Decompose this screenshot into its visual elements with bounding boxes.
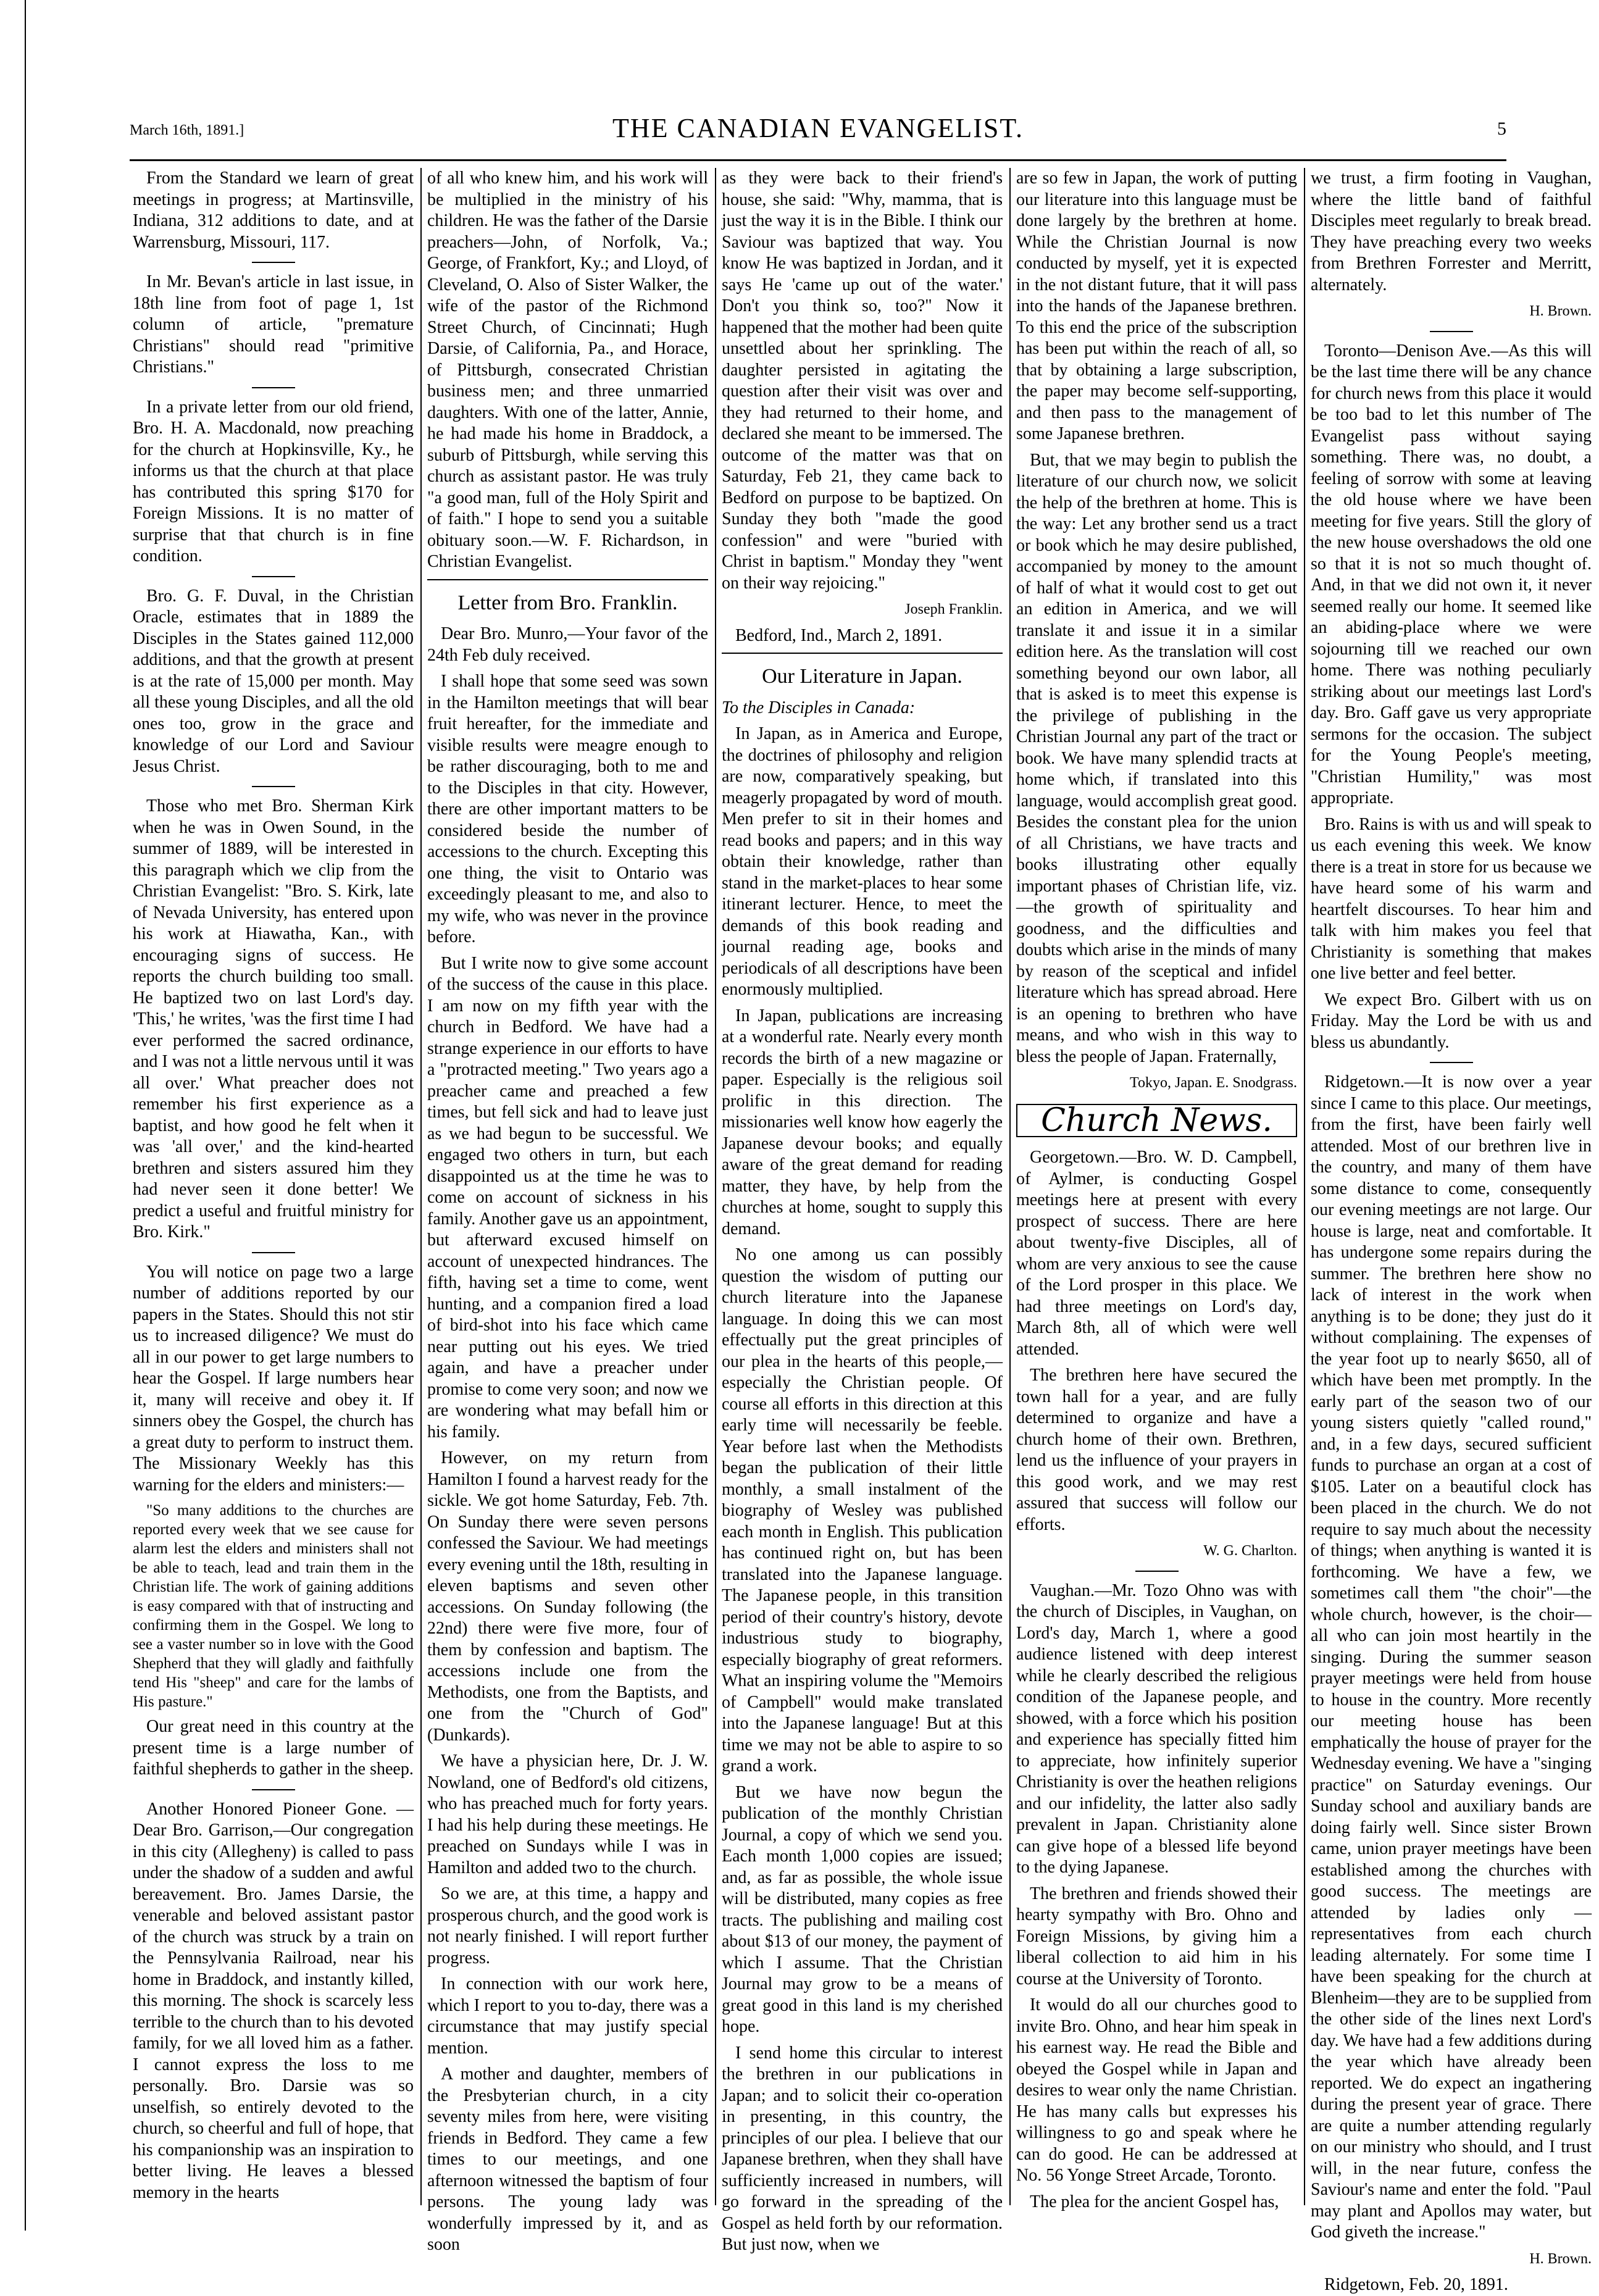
paragraph: The brethren and friends showed their hearty sympathy with Bro. Ohno and Foreign Missions, by giving him a liberal collection to aid him in his course at the University of Toronto. bbox=[1016, 1884, 1297, 1989]
signature: W. G. Charlton. bbox=[1203, 1543, 1297, 1559]
salutation: To the Disciples in Canada: bbox=[722, 698, 916, 717]
paragraph: Vaughan.—Mr. Tozo Ohno was with the church of Disciples, in Vaughan, on Lord's day, March 1, where a good audience listened with deep interest while he clearly described the religious condition of the Japanese people, and showed, with a force which his position and experience has specially fitted him to appreciate, how infinitely superior Christianity is over the heathen religions and our infidelity, the latter also sadly prevalent in Japan. Christianity alone can give hope of a blessed life beyond to the dying Japanese. bbox=[1016, 1580, 1297, 1877]
column-2 bbox=[427, 168, 708, 2254]
paragraph: But I write now to give some account of the success of the cause in this place. I am now on my fifth year with the church in Bedford. We have had a strange experience in our efforts to have a "protracted meeting." Two years ago a preacher came and preached a few times, but fell sick and had to leave just as we had begun to be successful. We engaged two others in turn, but each disappointed us at the time he was to come on account of sickness in his family. Another gave us an appointment, but afterward excused himself on account of unexpected hindrances. The fifth, having set a time to come, went hunting, and a companion fired a load of bird-shot into his face which came near putting out his eyes. We tried again, and have a preacher under promise to come very soon; and now we are wondering what may befall him or his family. bbox=[427, 953, 708, 1442]
paragraph: So we are, at this time, a happy and prosperous church, and the good work is not nearly finished. I will report further progress. bbox=[427, 1884, 708, 1968]
page-header bbox=[130, 111, 1506, 148]
header-rule bbox=[130, 159, 1506, 161]
column-divider bbox=[1009, 168, 1011, 2205]
paragraph: We have a physician here, Dr. J. W. Nowland, one of Bedford's old citizens, who has preached much for forty years. I had his help during these meetings. He preached on Sundays while I was in Hamilton and added two to the church. bbox=[427, 1751, 708, 1877]
newspaper-title: THE CANADIAN EVANGELIST. bbox=[612, 113, 1024, 143]
paragraph: In a private letter from our old friend, Bro. H. A. Macdonald, now preaching for the church at Hopkinsville, Ky., he informs us that the church at that place has contributed this spring $170 for Foreign Missions. It is no matter of surprise that that church is in fine condition. bbox=[133, 397, 414, 566]
paragraph: we trust, a firm footing in Vaughan, where the little band of faithful Disciples meet regularly to break bread. They have preaching every two weeks from Brethren Forrester and Merritt, alternately. bbox=[1311, 169, 1592, 294]
signature: H. Brown. bbox=[1529, 2250, 1592, 2267]
column-4 bbox=[1016, 168, 1297, 2211]
paragraph: From the Standard we learn of great meetings in progress; at Martinsville, Indiana, 312 additions to date, and at Warrensburg, Missouri, 117. bbox=[133, 169, 414, 252]
paragraph: But we have now begun the publication of the monthly Christian Journal, a copy of which we send you. Each month 1,000 copies are issued; and, as far as possible, the whole issue will be distributed, many copies as free tracts. The publishing and mailing cost about $13 of our money, the payment of which I assume. That the Christian Journal may grow to be a means of great good in this land is my cherished hope. bbox=[722, 1782, 1003, 2036]
column-1 bbox=[133, 168, 414, 2205]
paragraph: In connection with our work here, which I report to you to-day, there was a circumstance that may justify special mention. bbox=[427, 1974, 708, 2058]
paragraph: Another Honored Pioneer Gone. —Dear Bro. Garrison,—Our congregation in this city (Allegheny) is called to pass under the shadow of a sudden and awful bereavement. Bro. James Darsie, the venerable and beloved assistant pastor of the church was struck by a train on the Pennsylvania Railroad, near his home in Braddock, and instantly killed, this morning. The shock is scarcely less terrible to the church than to his devoted family, for we all loved him as a father. I cannot express the loss to me personally. Bro. Darsie was so unselfish, so entirely devoted to the church, so cheerful and full of hope, that his companionship was an inspiration to better living. He leaves a blessed memory in the hearts bbox=[133, 1799, 414, 2202]
paragraph: I send home this circular to interest the brethren in our publications in Japan; and to solicit their co-operation in presenting, in this country, the principles of our plea. I believe that our Japanese brethren, when they shall have sufficiently increased in numbers, will go forward in the spreading of the Gospel as held forth by our reformation. But just now, when we bbox=[722, 2043, 1003, 2254]
dateline: Bedford, Ind., March 2, 1891. bbox=[735, 625, 943, 645]
paragraph: Our great need in this country at the present time is a large number of faithful shepherds to gather in the sheep. bbox=[133, 1717, 414, 1779]
separator bbox=[252, 262, 295, 263]
paragraph: Ridgetown.—It is now over a year since I came to this place. Our meetings, from the first, have been fairly well attended. Most of our brethren live in the country, and many of them have some distance to come, consequently our evening meetings are not large. Our house is large, neat and comfortable. It has undergone some repairs during the summer. The brethren here show no lack of interest in the work when anything is to be done; they just do it without complaining. The expenses of the year foot up to nearly $650, all of which have been met promptly. In the early part of the season two of our young sisters quietly "called round," and, in a few days, secured sufficient funds to purchase an organ at a cost of $105. Later on a beautiful clock has been placed in the church. We do not require to say much about the necessity of things; when anything is wanted it is forthcoming. We have a few, we sometimes call them "the choir"—the whole church, however, is the choir—all who can join most heartily in the singing. During the summer season prayer meetings were held from house to house in the country. More recently our meeting house has been emphatically the house of prayer for the Wednesday evening. We have a "singing practice" on Saturday evenings. Our Sunday school and auxiliary bands are doing fairly well. Since sister Brown came, union prayer meetings have been established among the churches with good success. The meetings are attended by ladies only —representatives from each church leading alternately. For some time I have been speaking for the church at Blenheim—they are to be supplied from the other side of the lines next Lord's day. We have had a few additions during the year which have already been reported. We do expect an ingathering during the present year of grace. There are quite a number attending regularly on our ministry who should, and I trust will, in the near future, confess the Saviour's name and enter the fold. "Paul may plant and Apollos may water, but God giveth the increase." bbox=[1311, 1072, 1592, 2242]
separator bbox=[252, 1252, 295, 1253]
paragraph: Those who met Bro. Sherman Kirk when he was in Owen Sound, in the summer of 1889, will be interested in this paragraph which we clip from the Christian Evangelist: "Bro. S. Kirk, late of Nevada University, has entered upon his work at Hiawatha, Kan., with encouraging signs of success. He reports the church building too small. He baptized two on last Lord's day. 'This,' he writes, 'was the first time I had ever performed the sacred ordinance, and I was not a little nervous until it was all over.' What preacher does not remember his first experience as a baptist, and how good he felt when it was 'all over,' and the kind-hearted brethren and sisters assured him they had never seen it done better! We predict a useful and fruitful ministry for Bro. Kirk." bbox=[133, 796, 414, 1242]
section-banner: Church News. bbox=[1016, 1104, 1297, 1138]
article-title: Letter from Bro. Franklin. bbox=[457, 591, 678, 614]
paragraph: of all who knew him, and his work will be multiplied in the ministry of his children. He was the father of the Darsie preachers—John, of Norfolk, Va.; George, of Frankfort, Ky.; and Lloyd, of Cleveland, O. Also of Sister Walker, the wife of the pastor of the Richmond Street Church, of Cincinnati; Hugh Darsie, of California, Pa., and Horace, of Pittsburgh, consecrated Christian business men; and three unmarried daughters. With one of the latter, Annie, he had made his home in Braddock, a suburb of Pittsburgh, while serving this church as assistant pastor. He was truly "a good man, full of the Holy Spirit and of faith." I hope to send you a suitable obituary soon.—W. F. Richardson, in Christian Evangelist. bbox=[427, 169, 708, 571]
article-rule bbox=[427, 579, 708, 580]
column-3 bbox=[722, 168, 1003, 2254]
paragraph: In Japan, as in America and Europe, the doctrines of philosophy and religion are now, comparatively speaking, but meagerly propagated by word of mouth. Men prefer to sit in their homes and read books and papers; and in this way obtain their knowledge, rather than stand in the market-places to hear some itinerant lecturer. Hence, to meet the demands of this book reading and journal reading age, books and periodicals of all descriptions have been enormously multiplied. bbox=[722, 724, 1003, 999]
paragraph: Dear Bro. Munro,—Your favor of the 24th Feb duly received. bbox=[427, 624, 708, 665]
page-number: 5 bbox=[1497, 119, 1506, 139]
paragraph: I shall hope that some seed was sown in the Hamilton meetings that will bear fruit hereafter, for the immediate and visible results were meagre enough to be rather discouraging, both to me and to the Disciples in that city. However, there are other important matters to be considered beside the number of accessions to the church. Excepting this one thing, the visit to Ontario was exceedingly pleasant to me, and also to my wife, who was never in the province before. bbox=[427, 672, 708, 946]
signature: H. Brown. bbox=[1529, 303, 1592, 319]
paragraph: However, on my return from Hamilton I found a harvest ready for the sickle. We got home Saturday, Feb. 7th. On Sunday there were seven persons confessed the Saviour. We had meetings every evening until the 18th, resulting in eleven baptisms and seven other accessions. On Sunday following (the 22nd) there were five more, four of them by confession and baptism. The accessions include one from the Methodists, one from the Baptists, and one from the "Church of God" (Dunkards). bbox=[427, 1448, 708, 1745]
article-title: Our Literature in Japan. bbox=[762, 665, 962, 688]
column-divider bbox=[420, 168, 422, 2205]
separator bbox=[1430, 1062, 1473, 1063]
paragraph: In Mr. Bevan's article in last issue, in 18th line from foot of page 1, 1st column of article, "premature Christians" should read "primitive Christians." bbox=[133, 272, 414, 377]
paragraph: It would do all our churches good to invite Bro. Ohno, and hear him speak in his earnest way. He read the Bible and obeyed the Gospel while in Japan and desires to wear only the name Christian. He has many calls but expresses his willingness to go and speak where he can do good. He can be addressed at No. 56 Yonge Street Arcade, Toronto. bbox=[1016, 1995, 1297, 2185]
column-5 bbox=[1311, 168, 1592, 2294]
signature: Joseph Franklin. bbox=[904, 601, 1003, 617]
paragraph: In Japan, publications are increasing at a wonderful rate. Nearly every month records the birth of a new magazine or paper. Especially is the religious soil prolific in this direction. The missionaries well know how eagerly the Japanese devour books; and equally aware of the great demand for reading matter, they have, by help from the churches at home, sought to supply this demand. bbox=[722, 1006, 1003, 1238]
paragraph: Bro. Rains is with us and will speak to us each evening this week. We know there is a treat in store for us because we have heard some of his warm and heartfelt discourses. To hear him and talk with him makes you feel that Christianity is something that makes one live better and feel better. bbox=[1311, 814, 1592, 983]
paragraph: Bro. G. F. Duval, in the Christian Oracle, estimates that in 1889 the Disciples in the States gained 112,000 additions, and that the growth at present is at the rate of 15,000 per month. May all these young Disciples, and all the old ones too, grow in the grace and knowledge of our Lord and Saviour Jesus Christ. bbox=[133, 586, 414, 776]
column-divider bbox=[715, 168, 716, 2205]
separator bbox=[252, 1789, 295, 1790]
paragraph: Toronto—Denison Ave.—As this will be the last time there will be any chance for church news from this place it would be too bad to let this number of The Evangelist pass without saying something. There was, no doubt, a feeling of sorrow with some at leaving the old house where we have been meeting for five years. Still the glory of the new house overshadows the old one so that it is not so much thought of. And, in that we did not own it, it never seemed really our home. It seemed like an abiding-place where we were sojourning till we reached our own home. There was nothing peculiarly striking about our meetings last Lord's day. Bro. Gaff gave us very appropriate sermons for the occasion. The subject for the Young People's meeting, "Christian Humility," was most appropriate. bbox=[1311, 341, 1592, 808]
column-divider bbox=[1304, 168, 1305, 2205]
separator bbox=[1135, 1571, 1179, 1572]
separator bbox=[252, 786, 295, 787]
dateline: Ridgetown, Feb. 20, 1891. bbox=[1324, 2275, 1508, 2294]
paragraph: You will notice on page two a large number of additions reported by our papers in the States. Should this not stir us to increased diligence? We must do all in our power to get large numbers to hear the Gospel. If large numbers hear it, many will receive and obey it. If sinners obey the Gospel, the church has a great duty to perform to instruct them. The Missionary Weekly has this warning for the elders and ministers:— bbox=[133, 1262, 414, 1495]
paragraph: as they were back to their friend's house, she said: "Why, mamma, that is just the way it is in the Bible. I think our Saviour was baptized that way. You know He was baptized in Jordan, and it says He 'came up out of the water.' Don't you think so, too?" Now it happened that the mother had been quite unsettled about her sprinkling. The daughter persisted in agitating the question after their visit was over and they had returned to their home, and declared she meant to be immersed. The outcome of the matter was that on Saturday, Feb 21, they came back to Bedford on purpose to be baptized. On Sunday they both "made the good confession" and were "buried with Christ in baptism." Monday they "went on their way rejoicing." bbox=[722, 169, 1003, 593]
paragraph: No one among us can possibly question the wisdom of putting our church literature into the Japanese language. In doing this we can most effectually put the great principles of our plea in the hearts of this people,—especially the Christian people. Of course all efforts in this direction at this early time will necessarily be feeble. Year before last when the Methodists began the publication of their little monthly, a small instalment of the biography of Wesley was published each month in English. This publication has continued right on, but has been translated into the Japanese language. The Japanese people, in this transition period of their country's history, devote industrious study to biography, especially biography of great reformers. What an inspiring volume the "Memoirs of Campbell" would make translated into the Japanese language! But at this time we may not be able to aspire to so grand a work. bbox=[722, 1245, 1003, 1776]
paragraph: The plea for the ancient Gospel has, bbox=[1030, 2192, 1279, 2211]
block-quote: "So many additions to the churches are reported every week that we see cause for alarm lest the elders and ministers shall not be able to teach, lead and train them in the Christian life. The work of gaining additions is easy compared with that of instructing and confirming them in the Gospel. We long to see a vaster number so in love with the Good Shepherd that they will gladly and faithfully tend His "sheep" and care for the lambs of His pasture." bbox=[133, 1502, 414, 1710]
article-rule bbox=[722, 653, 1003, 654]
separator bbox=[252, 576, 295, 577]
signature: Tokyo, Japan. E. Snodgrass. bbox=[1130, 1075, 1297, 1091]
paragraph: are so few in Japan, the work of putting our literature into this language must be done largely by the brethren at home. While the Christian Journal is now conducted by myself, yet it is expected in the not distant future, that it will pass into the hands of the Japanese brethren. To this end the price of the subscription has been put within the reach of all, so that by obtaining a large subscription, the paper may become self-supporting, and then pass to the management of some Japanese brethren. bbox=[1016, 169, 1297, 443]
left-margin-rule bbox=[25, 0, 26, 2231]
separator bbox=[1430, 331, 1473, 332]
paragraph: The brethren here have secured the town hall for a year, and are fully determined to organize and have a church home of their own. Brethren, lend us the influence of your prayers in this good work, and we may rest assured that success will follow our efforts. bbox=[1016, 1366, 1297, 1534]
paragraph: But, that we may begin to publish the literature of our church now, we solicit the help of the brethren at home. This is the way: Let any brother send us a tract or book which he may desire published, accompanied by money to the amount of half of what it would cost to get out an edition in America, and we will translate it and issue it in a similar edition here. As the translation will cost something beyond our own labor, all that is asked is to meet this expense is the privilege of publishing in the Christian Journal any part of the tract or book. We have many splendid tracts at home which, if translated into this language, would accomplish great good. Besides the constant plea for the union of all Christians, we have tracts and books illustrating other equally important phases of Christian life, viz.—the growth of spirituality and goodness, and the difficulties and doubts which arise in the minds of many by reason of the sceptical and infidel literature which has spread abroad. Here is an opening to brethren who have means, and who wish in this way to bless the people of Japan. Fraternally, bbox=[1016, 450, 1297, 1066]
separator bbox=[252, 387, 295, 388]
paragraph: Georgetown.—Bro. W. D. Campbell, of Aylmer, is conducting Gospel meetings here at present with every prospect of success. There are here about twenty-five Disciples, all of whom are very anxious to see the cause of the Lord prosper in this place. We had three meetings on Lord's day, March 8th, all of which were well attended. bbox=[1016, 1148, 1297, 1359]
paragraph: A mother and daughter, members of the Presbyterian church, in a city seventy miles from here, were visiting friends in Bedford. They came a few times to our meetings, and one afternoon witnessed the baptism of four persons. The young lady was wonderfully impressed by it, and as soon bbox=[427, 2064, 708, 2254]
issue-date: March 16th, 1891.] bbox=[130, 122, 244, 138]
paragraph: We expect Bro. Gilbert with us on Friday. May the Lord be with us and bless us abundantly. bbox=[1311, 990, 1592, 1052]
